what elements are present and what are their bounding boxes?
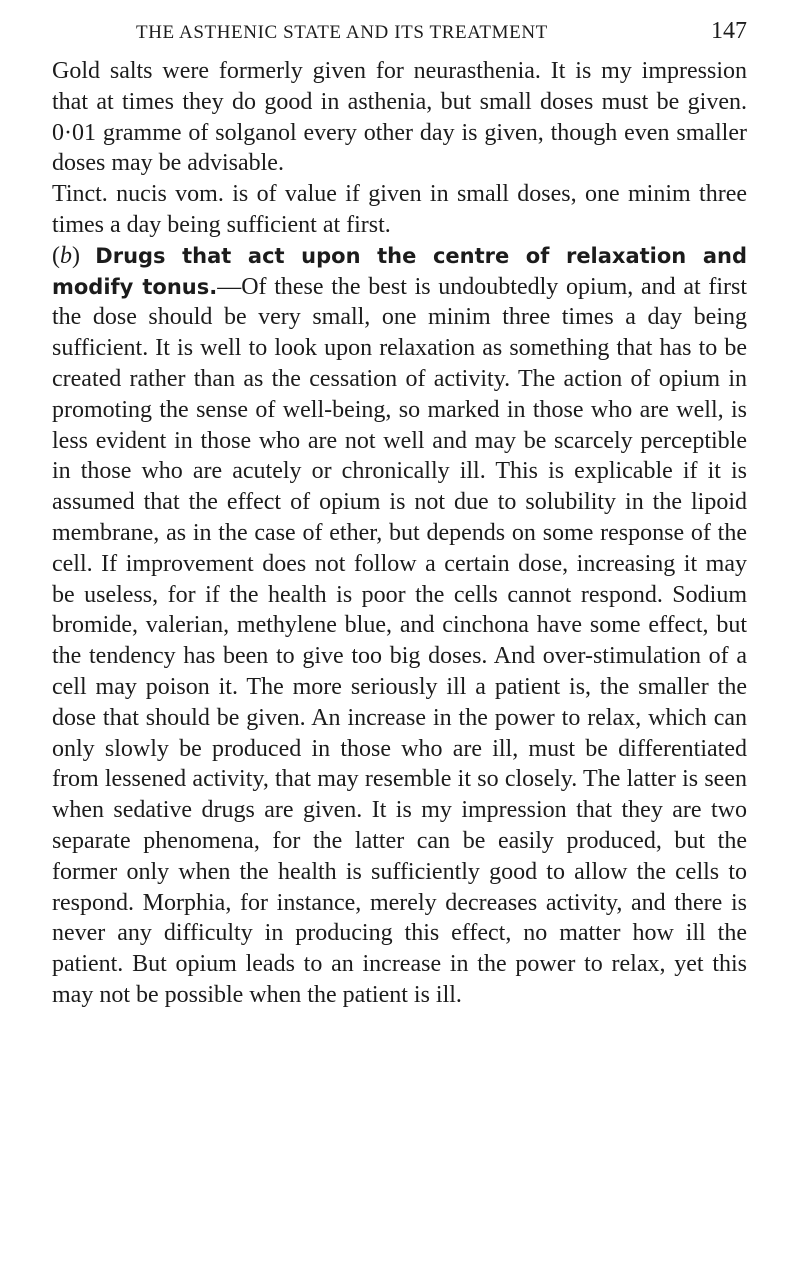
running-head — [52, 14, 747, 56]
section-body: —Of these the best is undoubtedly opium, and at first the dose should be very small, one minim three times a day being sufficient. It is well to look upon relaxation as something that has to be created rather than as the cessation of activity. The action of opium in promoting the sense of well-being, so marked in those who are well, is less evident in those who are not well and may be scarcely perceptible in those who are acutely or chronically ill. This is explicable if it is assumed that the effect of opium is not due to solubility in the lipoid membrane, as in the case of ether, but depends on some response of the cell. If improvement does not follow a certain dose, increasing it may be useless, for if the health is poor the cells cannot respond. Sodium bromide, valerian, methylene blue, and cinchona have some effect, but the tendency has been to give too big doses. And over-stimulation of a cell may poison it. The more seriously ill a patient is, the smaller the dose that should be given. An increase in the power to relax, which can only slowly be produced in those who are ill, must be differentiated from lessened activity, that may resemble it so closely. The latter is seen when sedative drugs are given. It is my impression that they are two separate phenomena, for the latter can be easily produced, but the former only when the health is sufficiently good to allow the cells to respond. Morphia, for instance, merely decreases activity, and there is never any difficulty in producing this effect, no matter how ill the patient. But opium leads to an increase in the power to relax, yet this may not be possible when the patient is ill. — [52, 273, 747, 1008]
section-heading: Drugs that act upon the centre of relaxation and modify tonus. — [52, 243, 748, 299]
section-label-letter: b — [60, 242, 72, 269]
paragraph-drugs-relaxation — [52, 241, 747, 1011]
paragraph-tinct-nucis: Tinct. nucis vom. is of value if given in small doses, one minim three times a day being sufficient at first. — [52, 181, 747, 238]
page-number: 147 — [711, 18, 747, 44]
book-page — [52, 14, 747, 1011]
paragraph-gold-salts: Gold salts were formerly given for neurasthenia. It is my impression that at times they do good in asthenia, but small doses must be given. 0·01 gramme of solganol every other day is given, though even smaller doses may be advisable. — [52, 58, 747, 177]
section-label-close: ) — [72, 242, 96, 269]
running-head-title: THE ASTHENIC STATE AND ITS TREATMENT — [136, 22, 548, 43]
section-label — [52, 243, 95, 269]
section-label-open: ( — [52, 242, 60, 269]
